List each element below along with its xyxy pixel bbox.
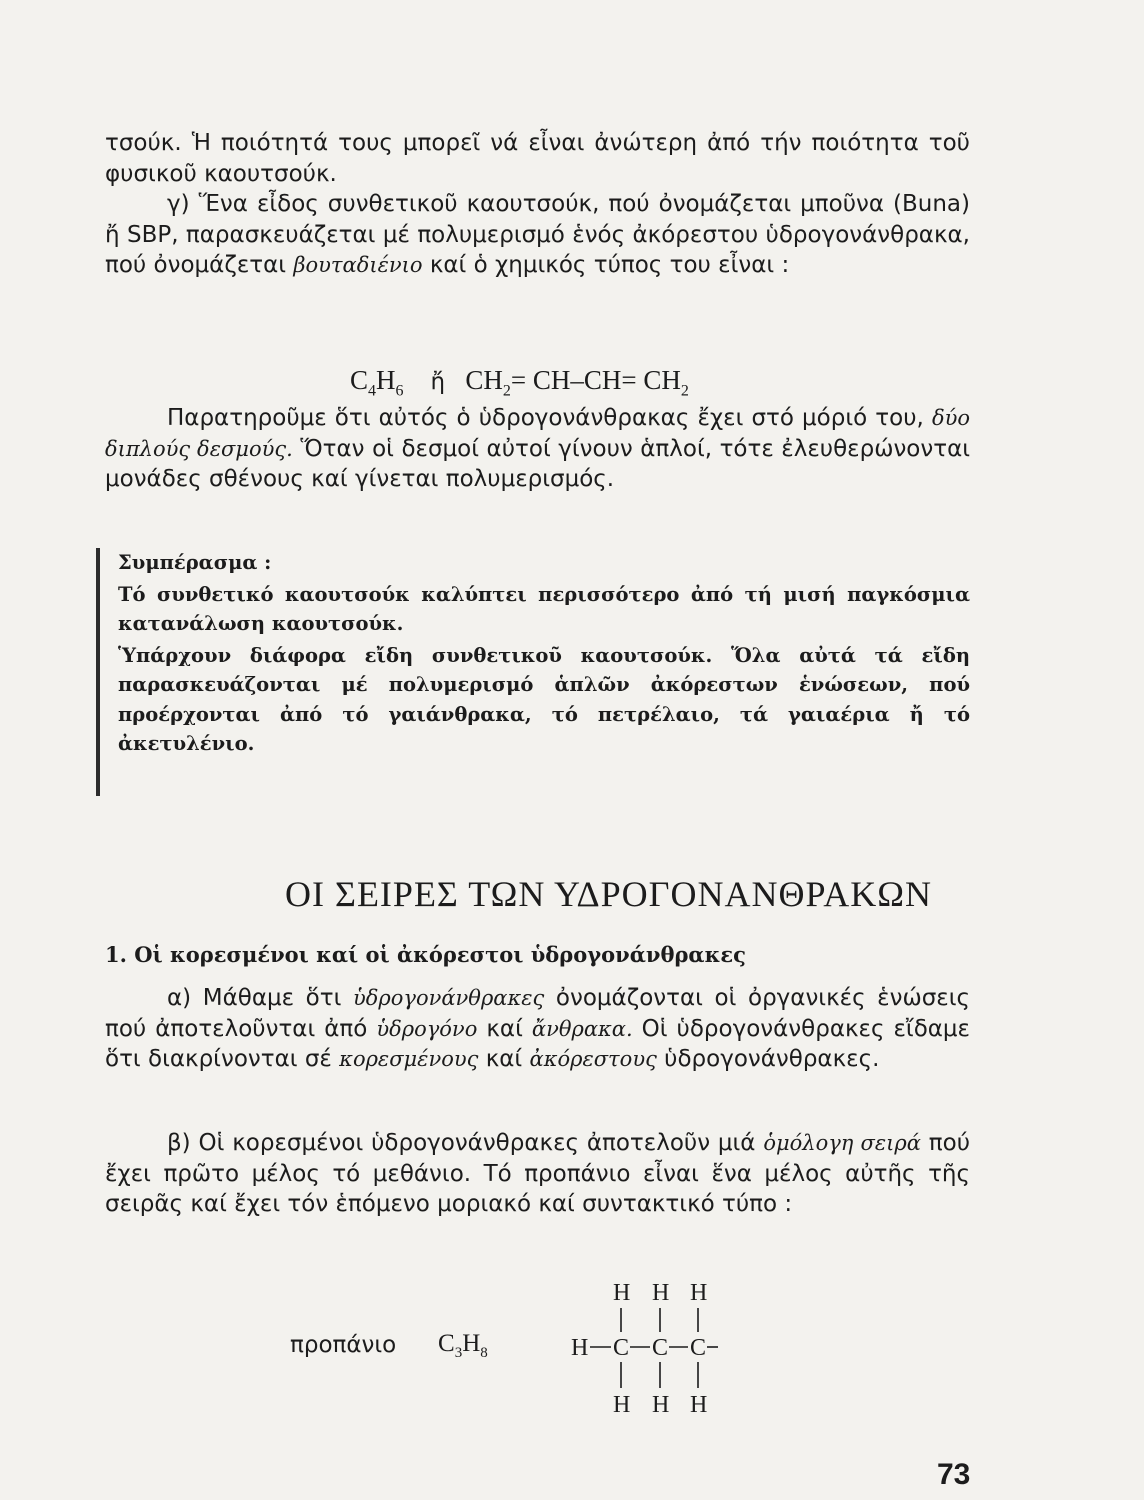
formula-h-sub: 6 [395,382,404,400]
term-butadiene: βουταδιένιο [293,253,423,277]
section-subheading: 1. Οἱ κορεσμένοι καί οἱ ἀκόρεστοι ὑδρογονάνθρακες [105,942,746,967]
paragraph-text: ὑδρογονάνθρακες. [664,1046,880,1072]
propane-c-sub: 3 [454,1345,463,1361]
propane-structure [290,1270,760,1440]
atom-c3: C [690,1335,707,1361]
atom-bottom-1: H [613,1392,631,1418]
paragraph-text: γ) Ἕνα εἶδος συνθετικοῦ καουτσούκ, πού ὀνομάζεται μποῦνα (Buna) ἤ SBP, παρασκευάζεται μέ πολυμερισμό ἑνός ἀκόρεστου ὑδρογονάνθρακα, πού ὀνομάζεται [105,191,970,278]
paragraph-text: β) Οἱ κορεσμένοι ὑδρογονάνθρακες ἀποτελοῦν μιά [167,1130,756,1156]
paragraph-buna [105,189,970,281]
formula-chain: = CH–CH= CH [510,365,681,395]
formula-c: C [350,365,369,395]
term-unsaturated: ἀκόρεστους [529,1047,657,1071]
term-homologous-series: ὁμόλογη σειρά [763,1131,921,1155]
paragraph-text: Ὅταν οἱ δεσμοί αὐτοί γίνουν ἁπλοί, τότε ἐλευθερώνονται μονάδες σθένους καί γίνεται πολυμερισμός. [105,435,971,492]
formula-ch2-a-sub: 2 [502,382,511,400]
conclusion-title: Συμπέρασμα : [118,551,272,574]
paragraph-text: πού ἔχει πρῶτο μέλος τό μεθάνιο. Τό προπάνιο εἶναι ἕνα μέλος αὐτῆς τῆς σειρᾶς καί ἔχει τόν ἑπόμενο μοριακό καί συντακτικό τύπο : [105,1130,971,1217]
atom-c2: C [652,1335,669,1361]
conclusion-bar [96,548,100,796]
paragraph-double-bonds [105,403,970,495]
paragraph-beta [105,1128,970,1220]
formula-ch2-a: CH [465,365,503,395]
atom-c1: C [613,1335,630,1361]
paragraph-text: καί [486,1015,523,1042]
propane-molecular-formula [438,1330,488,1362]
paragraph-text: καί ὁ χημικός τύπος του εἶναι : [429,252,790,278]
formula-or: ἤ [430,369,446,395]
conclusion-line: Τό συνθετικό καουτσούκ καλύπτει περισσότερο ἀπό τή μισή παγκόσμια κατανάλωση καουτσούκ. [118,582,970,635]
formula-c-sub: 4 [368,382,377,400]
conclusion-box [118,548,970,761]
conclusion-line: Ὑπάρχουν διάφορα εἴδη συνθετικοῦ καουτσούκ. Ὅλα αὐτά τά εἴδη παρασκευάζονται μέ πολυμερισμό ἁπλῶν ἀκόρεστων ἑνώσεων, πού προέρχονται ἀπό τό γαιάνθρακα, τό πετρέλαιο, τά γαιαέρια ἤ τό ἀκετυλένιο. [118,643,970,755]
paragraph-text: Παρατηροῦμε ὅτι αὐτός ὁ ὑδρογονάνθρακας ἔχει στό μόριό του, [167,405,924,431]
paragraph-text: τσούκ. Ἡ ποιότητά τους μπορεῖ νά εἶναι ἀνώτερη ἀπό τήν ποιότητα τοῦ φυσικοῦ καουτσούκ. [105,130,970,187]
paragraph-alpha [105,983,970,1075]
term-carbon: ἄνθρακα. [531,1016,633,1041]
atom-bottom-2: H [652,1392,670,1418]
atom-bottom-3: H [690,1392,708,1418]
section-title: ΟΙ ΣΕΙΡΕΣ ΤΩΝ ΥΔΡΟΓΟΝΑΝΘΡΑΚΩΝ [285,874,932,914]
propane-c: C [438,1330,455,1357]
term-double-bonds: δύο διπλούς δεσμούς. [105,406,970,461]
formula-h: H [376,365,396,395]
propane-structural-formula [560,1270,720,1430]
atom-top-1: H [613,1280,631,1306]
term-hydrogen: ὑδρογόνο [376,1016,478,1041]
atom-top-2: H [652,1280,670,1306]
paragraph-text: Οἱ ὑδρογονάνθρακες εἴδαμε ὅτι διακρίνονται σέ [105,1015,970,1072]
paragraph-rubber-quality [105,128,970,189]
propane-h-sub: 8 [480,1345,488,1361]
term-saturated: κορεσμένους [339,1047,479,1071]
paragraph-text: ὀνομάζονται οἱ ὀργανικές ἑνώσεις πού ἀποτελοῦνται ἀπό [105,985,971,1042]
atom-left-h: H [571,1335,589,1361]
butadiene-formula [350,365,689,400]
atom-top-3: H [690,1280,708,1306]
paragraph-text: καί [485,1046,523,1072]
paragraph-text: α) Μάθαμε ὅτι [167,985,342,1011]
propane-label: προπάνιο [290,1332,397,1358]
page-number: 73 [937,1458,971,1491]
term-hydrocarbons: ὑδρογονάνθρακες [353,986,545,1010]
formula-ch2-b-sub: 2 [680,382,689,400]
propane-h: H [462,1330,481,1357]
